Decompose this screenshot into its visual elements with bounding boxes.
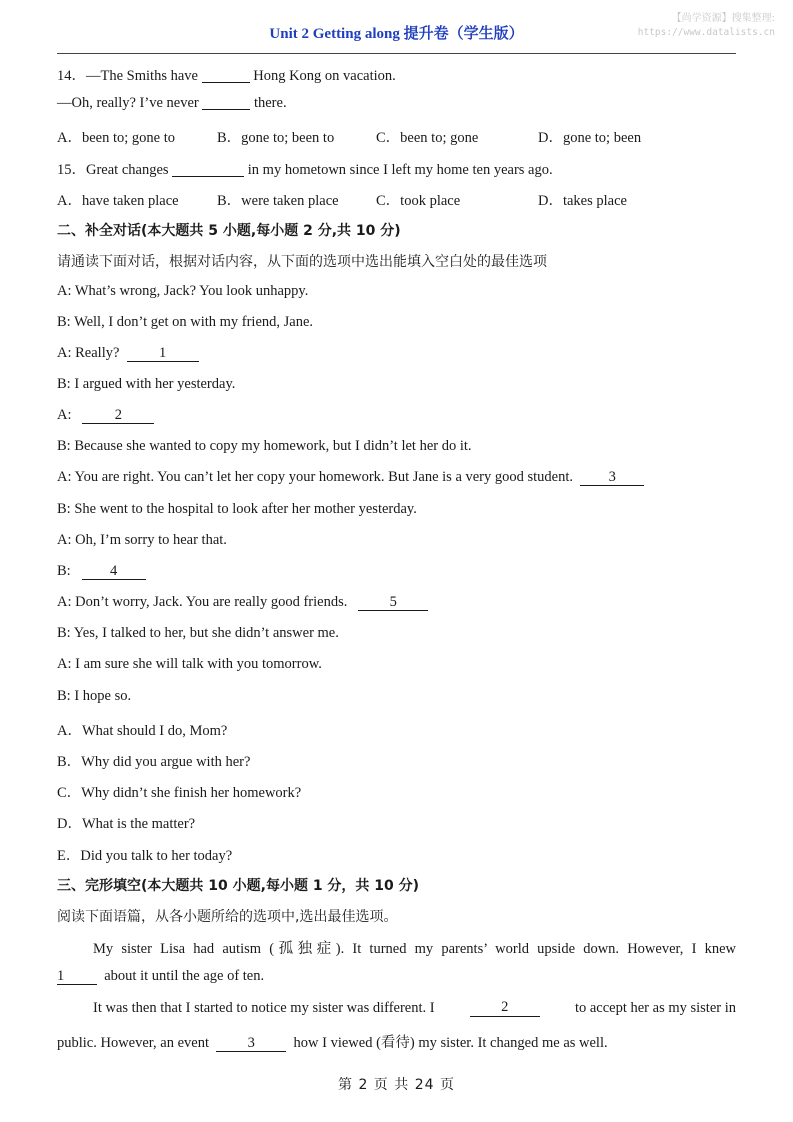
q14-reply-suffix: there.	[253, 95, 287, 111]
dialogue-line	[57, 469, 736, 486]
dialogue-option-b: B．Why did you argue with her?	[57, 754, 251, 770]
option-a: A．been to; gone to	[57, 130, 175, 146]
dialogue-text: B: I argued with her yesterday.	[57, 376, 236, 392]
dialogue-option-a: A．What should I do, Mom?	[57, 723, 228, 739]
answer-blank	[202, 68, 250, 83]
dialogue-line	[57, 688, 736, 705]
section2-heading: 二、补全对话(本大题共 5 小题,每小题 2 分,共 10 分)	[57, 223, 401, 239]
answer-blank	[202, 95, 250, 110]
page-header-title: Unit 2 Getting along 提升卷（学生版）	[269, 26, 524, 42]
dialogue-line	[57, 376, 736, 393]
option-a: A．have taken place	[57, 193, 179, 209]
q15-prefix: 15．Great changes	[57, 162, 169, 178]
dialogue-blank-3: 3	[580, 470, 644, 486]
passage-text: It was then that I started to notice my sister was different. I	[93, 1000, 435, 1016]
passage-text: how I viewed (看待) my sister. It changed me as well.	[293, 1035, 608, 1051]
dialogue-line	[57, 438, 736, 455]
dialogue-blank-5: 5	[358, 595, 428, 611]
dialogue-line	[57, 345, 736, 362]
answer-blank	[172, 162, 244, 177]
option-b: B．gone to; been to	[217, 130, 335, 146]
q14-suffix: Hong Kong on vacation.	[253, 68, 396, 84]
q15-suffix: in my hometown since I left my home ten years ago.	[247, 162, 553, 178]
header-rule	[57, 53, 736, 54]
passage-p1-line2	[57, 968, 736, 985]
dialogue-text: A:	[57, 407, 72, 423]
option-d: D．takes place	[538, 193, 627, 209]
q14-reply	[57, 95, 736, 112]
dialogue-line	[57, 625, 736, 642]
passage-p1-line1: My sister Lisa had autism (孤独症). It turned my parents’ world upside down. However, I knew	[93, 941, 736, 957]
q14-stem	[57, 64, 736, 85]
dialogue-line	[57, 656, 736, 673]
dialogue-text: B: She went to the hospital to look after her mother yesterday.	[57, 501, 417, 517]
option-c: C．been to; gone	[376, 130, 479, 146]
dialogue-blank-2: 2	[82, 408, 154, 424]
q15-stem	[57, 158, 736, 179]
dialogue-line	[57, 407, 736, 424]
dialogue-line	[57, 501, 736, 518]
dialogue-blank-4: 4	[82, 564, 146, 580]
cloze-blank-1: 1	[57, 969, 97, 985]
section3-heading: 三、完形填空(本大题共 10 小题,每小题 1 分，共 10 分)	[57, 878, 420, 894]
passage-text: public. However, an event	[57, 1035, 210, 1051]
page-footer: 第 2 页 共 24 页	[338, 1077, 455, 1093]
passage-p2-line1	[93, 1000, 736, 1017]
dialogue-line	[57, 314, 736, 331]
dialogue-blank-1: 1	[127, 346, 199, 362]
passage-text: about it until the age of ten.	[104, 968, 265, 984]
dialogue-line	[57, 594, 736, 611]
dialogue-text: A: Really?	[57, 345, 120, 361]
q14-prefix: 14．—The Smiths have	[57, 68, 198, 84]
option-b: B．were taken place	[217, 193, 339, 209]
option-c: C．took place	[376, 193, 461, 209]
dialogue-text: B: Well, I don’t get on with my friend, Jane.	[57, 314, 314, 330]
dialogue-text: A: I am sure she will talk with you tomorrow.	[57, 656, 322, 672]
section2-instruction: 请通读下面对话，根据对话内容，从下面的选项中选出能填入空白处的最佳选项	[57, 254, 547, 270]
dialogue-option-d: D．What is the matter?	[57, 816, 196, 832]
dialogue-text: A: You are right. You can’t let her copy your homework. But Jane is a very good student.	[57, 469, 574, 485]
passage-text: to accept her as my sister in	[574, 1000, 736, 1016]
dialogue-text: B: Because she wanted to copy my homework, but I didn’t let her do it.	[57, 438, 472, 454]
q14-reply-prefix: —Oh, really? I’ve never	[57, 95, 199, 111]
cloze-blank-3: 3	[216, 1036, 286, 1052]
dialogue-text: A: Oh, I’m sorry to hear that.	[57, 532, 227, 548]
watermark	[638, 12, 775, 40]
dialogue-text: B: I hope so.	[57, 688, 132, 704]
watermark-source: 【尚学资源】搜集整理:	[671, 13, 775, 24]
dialogue-text: A: What’s wrong, Jack? You look unhappy.	[57, 283, 309, 299]
dialogue-option-e: E．Did you talk to her today?	[57, 848, 233, 864]
cloze-blank-2: 2	[470, 1000, 540, 1017]
dialogue-line	[57, 563, 736, 580]
option-d: D．gone to; been	[538, 130, 642, 146]
passage-p2-line2	[57, 1031, 736, 1052]
dialogue-text: A: Don’t worry, Jack. You are really good friends.	[57, 594, 348, 610]
dialogue-line	[57, 532, 736, 549]
watermark-url: https://www.datalists.cn	[637, 27, 775, 38]
dialogue-option-c: C．Why didn’t she finish her homework?	[57, 785, 302, 801]
dialogue-line	[57, 283, 736, 300]
dialogue-text: B:	[57, 563, 71, 579]
dialogue-text: B: Yes, I talked to her, but she didn’t answer me.	[57, 625, 339, 641]
section3-instruction: 阅读下面语篇，从各小题所给的选项中,选出最佳选项。	[57, 909, 398, 925]
